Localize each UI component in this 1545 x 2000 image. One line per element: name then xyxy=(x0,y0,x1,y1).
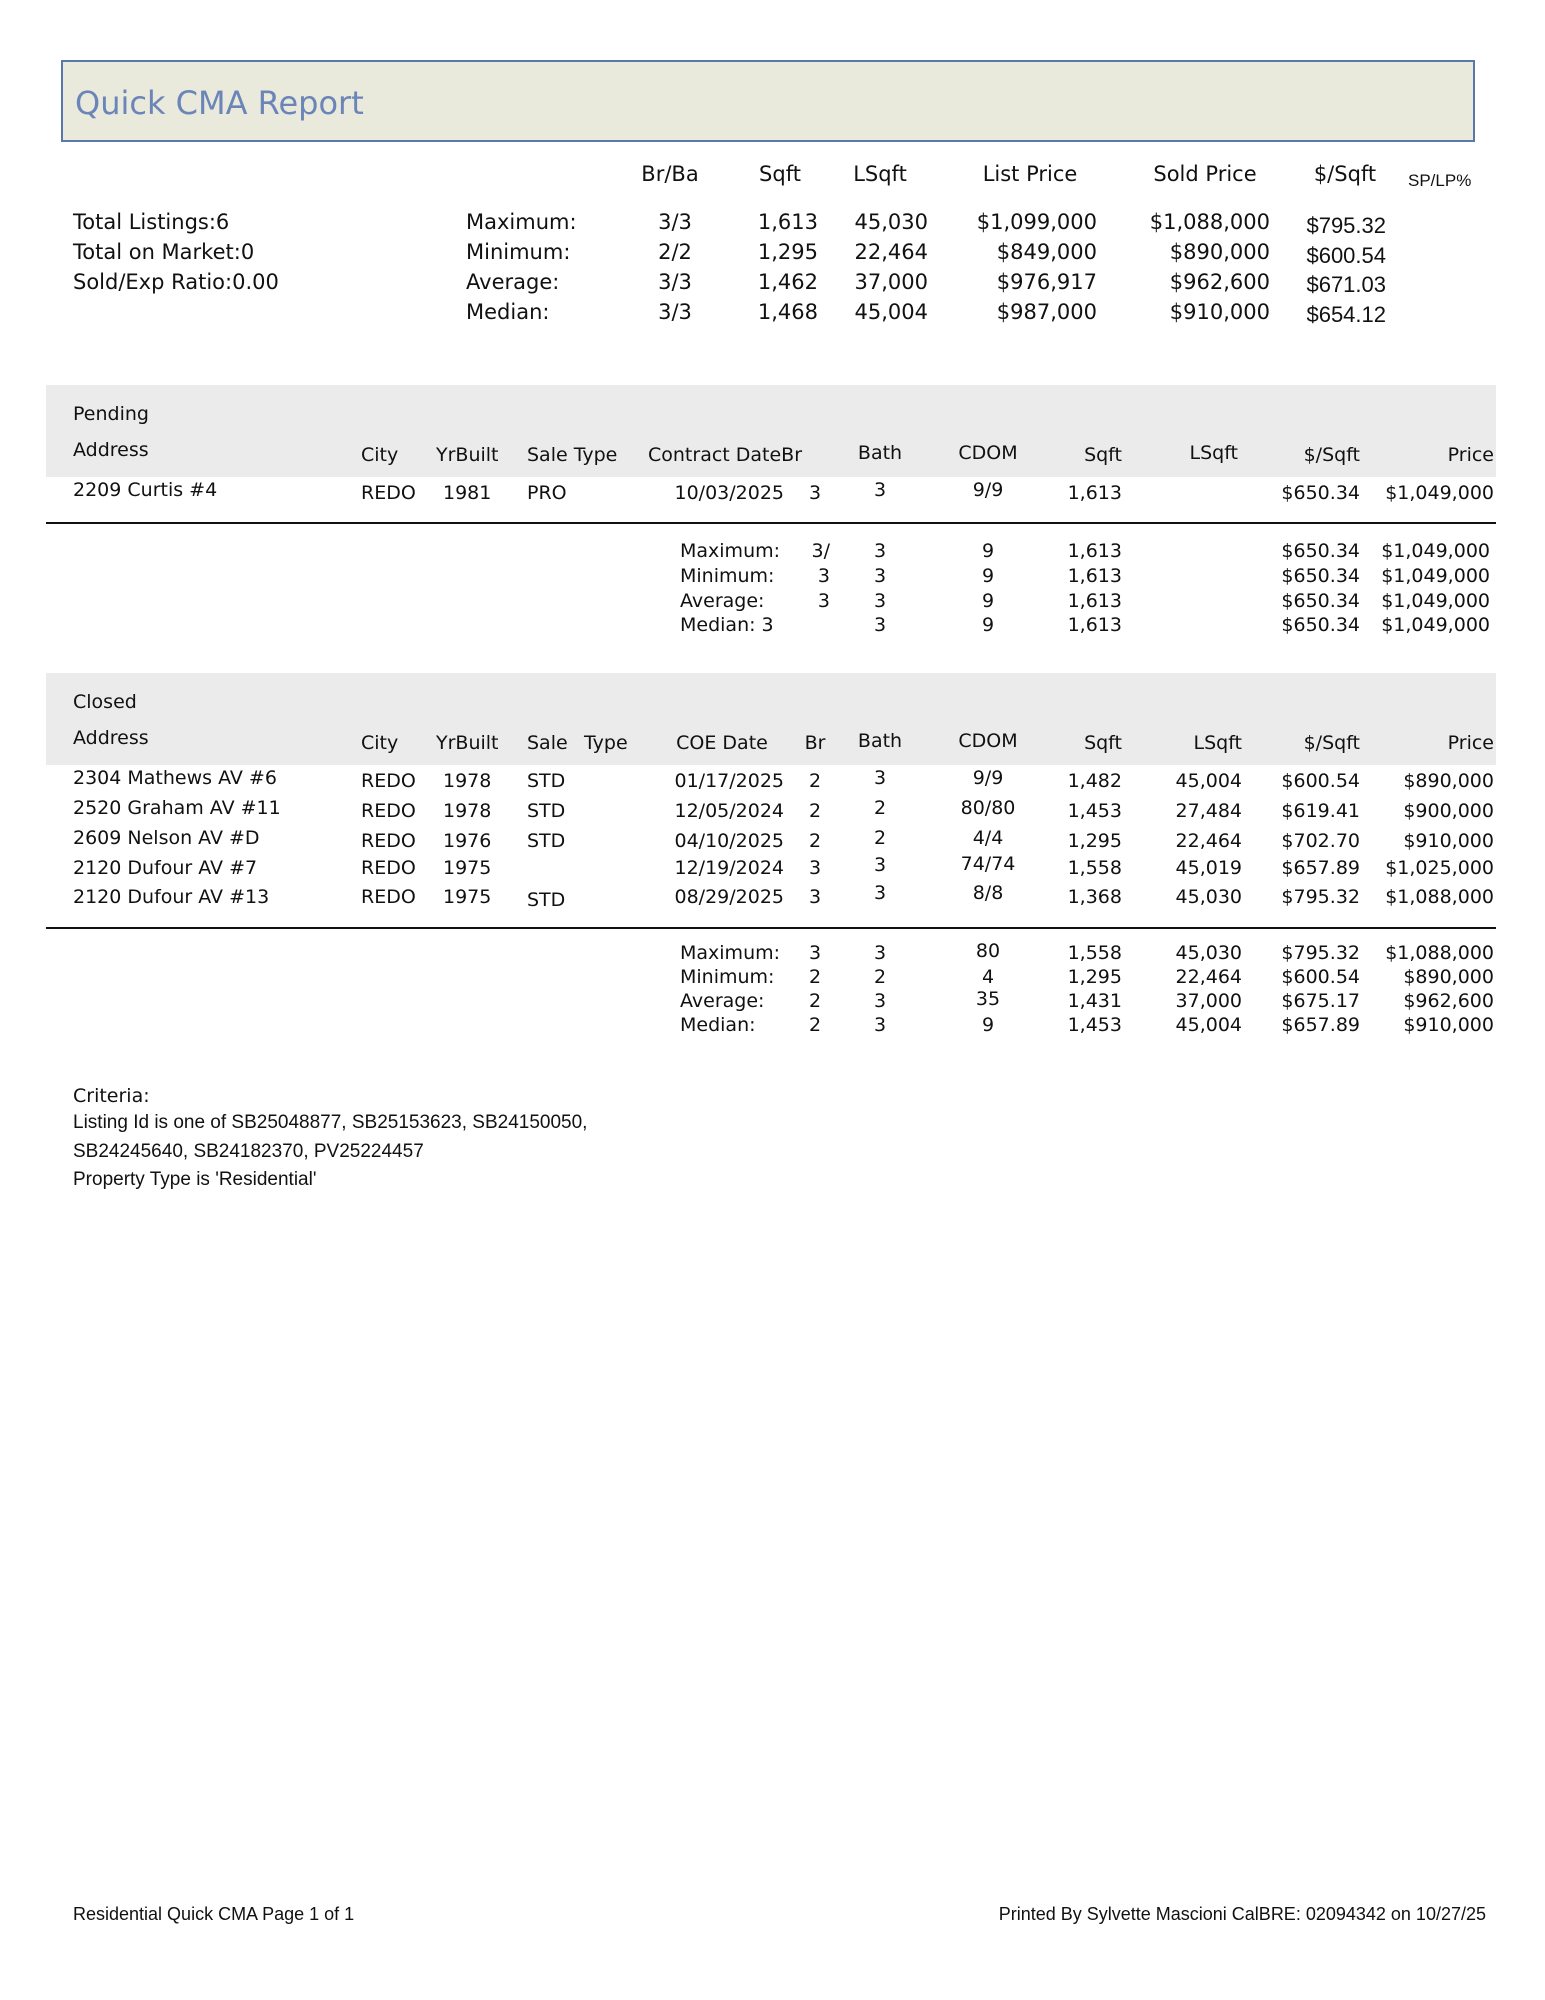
row-bath: 3 xyxy=(873,479,887,501)
pending-section-title: Pending xyxy=(73,403,149,425)
stat-br: 2 xyxy=(808,1014,822,1036)
stat-cdom: 9 xyxy=(981,590,995,612)
row-address: 2209 Curtis #4 xyxy=(73,479,218,501)
row-city: REDO xyxy=(361,482,416,504)
stat-price: $1,049,000 xyxy=(1381,565,1490,587)
closed-col-date: COE Date xyxy=(676,732,768,754)
summary-sqft: 1,295 xyxy=(757,240,818,264)
row-ppsf: $795.32 xyxy=(1281,886,1360,908)
closed-col-yrbuilt: YrBuilt xyxy=(436,732,499,754)
stat-br: 2 xyxy=(808,990,822,1012)
row-city: REDO xyxy=(361,770,416,792)
closed-col-type: Type xyxy=(584,732,628,754)
total-listings: Total Listings:6 xyxy=(73,210,230,234)
row-ppsf: $600.54 xyxy=(1281,770,1360,792)
stat-ppsf: $650.34 xyxy=(1281,540,1360,562)
summary-brba: 3/3 xyxy=(658,300,692,324)
summary-sqft: 1,613 xyxy=(757,210,818,234)
stat-lsqft: 45,030 xyxy=(1175,942,1242,964)
stat-br: 2 xyxy=(808,966,822,988)
row-price: $1,088,000 xyxy=(1385,886,1494,908)
row-cdom: 80/80 xyxy=(960,797,1016,819)
summary-ppsf: $654.12 xyxy=(1306,302,1386,327)
pending-col-date-br: Contract DateBr xyxy=(648,444,803,466)
stat-sqft: 1,613 xyxy=(1067,565,1122,587)
summary-header-sold-price: Sold Price xyxy=(1153,162,1257,186)
row-address: 2120 Dufour AV #13 xyxy=(73,886,270,908)
closed-col-sqft: Sqft xyxy=(1084,732,1122,754)
stat-ppsf: $675.17 xyxy=(1281,990,1360,1012)
stat-ppsf: $600.54 xyxy=(1281,966,1360,988)
stat-price: $1,049,000 xyxy=(1381,590,1490,612)
stat-bath: 3 xyxy=(873,590,887,612)
report-title: Quick CMA Report xyxy=(75,84,364,122)
row-cdom: 74/74 xyxy=(960,853,1016,875)
summary-brba: 3/3 xyxy=(658,210,692,234)
pending-col-sqft: Sqft xyxy=(1084,444,1122,466)
row-price: $900,000 xyxy=(1403,800,1494,822)
row-yrbuilt: 1978 xyxy=(443,800,492,822)
row-br: 2 xyxy=(808,770,822,792)
criteria-line-3: Property Type is 'Residential' xyxy=(73,1169,317,1190)
row-br: 3 xyxy=(808,886,822,908)
stat-ppsf: $657.89 xyxy=(1281,1014,1360,1036)
closed-divider xyxy=(46,927,1496,929)
summary-lsqft: 45,030 xyxy=(854,210,928,234)
row-sale: STD xyxy=(527,800,566,822)
stat-bath: 3 xyxy=(873,565,887,587)
stat-br: 3 xyxy=(808,942,822,964)
row-sqft: 1,482 xyxy=(1067,770,1122,792)
row-cdom: 9/9 xyxy=(972,767,1004,789)
row-cdom: 8/8 xyxy=(972,882,1004,904)
closed-col-bath: Bath xyxy=(857,730,903,752)
closed-section-title: Closed xyxy=(73,691,137,713)
footer-page-info: Residential Quick CMA Page 1 of 1 xyxy=(73,1904,355,1924)
summary-header-ppsf: $/Sqft xyxy=(1313,162,1377,186)
stat-label: Minimum: xyxy=(680,565,775,587)
closed-col-cdom: CDOM xyxy=(958,730,1018,752)
stat-sqft: 1,295 xyxy=(1067,966,1122,988)
row-br: 3 xyxy=(808,482,822,504)
criteria-label: Criteria: xyxy=(73,1085,150,1107)
stat-br: 3/ xyxy=(811,540,830,562)
stat-label: Minimum: xyxy=(680,966,775,988)
stat-cdom: 9 xyxy=(981,540,995,562)
row-bath: 2 xyxy=(873,827,887,849)
row-lsqft: 45,004 xyxy=(1175,770,1242,792)
pending-col-yrbuilt: YrBuilt xyxy=(436,444,499,466)
stat-ppsf: $795.32 xyxy=(1281,942,1360,964)
row-city: REDO xyxy=(361,886,416,908)
stat-sqft: 1,613 xyxy=(1067,590,1122,612)
stat-bath: 3 xyxy=(873,614,887,636)
row-sqft: 1,295 xyxy=(1067,830,1122,852)
closed-col-lsqft: LSqft xyxy=(1193,732,1242,754)
summary-header-splp: SP/LP% xyxy=(1408,171,1472,190)
stat-cdom: 9 xyxy=(981,1014,995,1036)
summary-header-lsqft: LSqft xyxy=(853,162,907,186)
row-price: $1,049,000 xyxy=(1385,482,1494,504)
row-city: REDO xyxy=(361,830,416,852)
summary-sold-price: $910,000 xyxy=(1169,300,1270,324)
stat-lsqft: 45,004 xyxy=(1175,1014,1242,1036)
sold-exp-ratio: Sold/Exp Ratio:0.00 xyxy=(73,270,279,294)
stat-ppsf: $650.34 xyxy=(1281,590,1360,612)
stat-cdom: 9 xyxy=(981,565,995,587)
pending-col-saletype: Sale Type xyxy=(527,444,618,466)
pending-col-price: Price xyxy=(1447,444,1494,466)
row-yrbuilt: 1976 xyxy=(443,830,492,852)
stat-br: 3 xyxy=(817,590,830,612)
stat-price: $910,000 xyxy=(1403,1014,1494,1036)
closed-col-ppsf: $/Sqft xyxy=(1303,732,1360,754)
stat-cdom: 35 xyxy=(975,988,1001,1010)
stat-sqft: 1,431 xyxy=(1067,990,1122,1012)
stat-label: Maximum: xyxy=(680,942,781,964)
row-br: 2 xyxy=(808,800,822,822)
row-lsqft: 45,030 xyxy=(1175,886,1242,908)
stat-cdom: 9 xyxy=(981,614,995,636)
row-ppsf: $702.70 xyxy=(1281,830,1360,852)
stat-price: $1,088,000 xyxy=(1385,942,1494,964)
summary-sold-price: $1,088,000 xyxy=(1149,210,1270,234)
row-date: 01/17/2025 xyxy=(674,770,784,792)
summary-sqft: 1,468 xyxy=(757,300,818,324)
stat-bath: 3 xyxy=(873,942,887,964)
summary-label: Average: xyxy=(466,270,560,294)
row-sale: STD xyxy=(527,889,566,911)
report-title-box xyxy=(61,60,1475,142)
row-yrbuilt: 1978 xyxy=(443,770,492,792)
closed-col-address: Address xyxy=(73,727,149,749)
row-date: 12/05/2024 xyxy=(674,800,784,822)
row-sqft: 1,453 xyxy=(1067,800,1122,822)
stat-bath: 3 xyxy=(873,1014,887,1036)
row-lsqft: 22,464 xyxy=(1175,830,1242,852)
row-br: 2 xyxy=(808,830,822,852)
summary-brba: 3/3 xyxy=(658,270,692,294)
summary-ppsf: $600.54 xyxy=(1306,243,1386,268)
stat-bath: 3 xyxy=(873,540,887,562)
row-date: 10/03/2025 xyxy=(674,482,784,504)
summary-label: Maximum: xyxy=(466,210,577,234)
stat-ppsf: $650.34 xyxy=(1281,614,1360,636)
stat-cdom: 80 xyxy=(975,940,1001,962)
row-address: 2609 Nelson AV #D xyxy=(73,827,260,849)
summary-brba: 2/2 xyxy=(658,240,692,264)
row-cdom: 9/9 xyxy=(972,479,1004,501)
stat-price: $1,049,000 xyxy=(1381,614,1490,636)
summary-header-list-price: List Price xyxy=(982,162,1078,186)
summary-list-price: $987,000 xyxy=(996,300,1097,324)
summary-list-price: $1,099,000 xyxy=(976,210,1097,234)
summary-lsqft: 22,464 xyxy=(854,240,928,264)
stat-label: Maximum: xyxy=(680,540,781,562)
closed-col-price: Price xyxy=(1447,732,1494,754)
row-date: 04/10/2025 xyxy=(674,830,784,852)
pending-col-bath: Bath xyxy=(857,442,903,464)
row-yrbuilt: 1975 xyxy=(443,886,492,908)
stat-label: Average: xyxy=(680,990,765,1012)
pending-col-lsqft: LSqft xyxy=(1189,442,1238,464)
summary-sqft: 1,462 xyxy=(757,270,818,294)
stat-cdom: 4 xyxy=(981,966,995,988)
row-address: 2520 Graham AV #11 xyxy=(73,797,281,819)
criteria-line-1: Listing Id is one of SB25048877, SB25153623, SB24150050, xyxy=(73,1112,588,1133)
row-yrbuilt: 1975 xyxy=(443,857,492,879)
stat-label: Median: xyxy=(680,1014,756,1036)
row-city: REDO xyxy=(361,800,416,822)
stat-price: $962,600 xyxy=(1403,990,1494,1012)
row-bath: 3 xyxy=(873,854,887,876)
footer-printed-by: Printed By Sylvette Mascioni CalBRE: 02094342 on 10/27/25 xyxy=(998,1904,1486,1924)
closed-col-br: Br xyxy=(804,732,826,754)
row-address: 2304 Mathews AV #6 xyxy=(73,767,277,789)
row-cdom: 4/4 xyxy=(972,827,1004,849)
stat-ppsf: $650.34 xyxy=(1281,565,1360,587)
summary-header-sqft: Sqft xyxy=(759,162,801,186)
row-bath: 2 xyxy=(873,797,887,819)
row-price: $890,000 xyxy=(1403,770,1494,792)
summary-lsqft: 45,004 xyxy=(854,300,928,324)
row-sqft: 1,368 xyxy=(1067,886,1122,908)
row-ppsf: $619.41 xyxy=(1281,800,1360,822)
row-sqft: 1,613 xyxy=(1067,482,1122,504)
pending-col-address: Address xyxy=(73,439,149,461)
summary-list-price: $976,917 xyxy=(996,270,1097,294)
stat-price: $890,000 xyxy=(1403,966,1494,988)
summary-label: Median: xyxy=(466,300,550,324)
stat-sqft: 1,613 xyxy=(1067,614,1122,636)
row-sale: STD xyxy=(527,770,566,792)
stat-lsqft: 37,000 xyxy=(1175,990,1242,1012)
row-bath: 3 xyxy=(873,882,887,904)
stat-lsqft: 22,464 xyxy=(1175,966,1242,988)
row-ppsf: $650.34 xyxy=(1281,482,1360,504)
row-date: 12/19/2024 xyxy=(674,857,784,879)
stat-sqft: 1,613 xyxy=(1067,540,1122,562)
row-bath: 3 xyxy=(873,767,887,789)
row-price: $1,025,000 xyxy=(1385,857,1494,879)
summary-list-price: $849,000 xyxy=(996,240,1097,264)
closed-col-city: City xyxy=(361,732,399,754)
row-lsqft: 27,484 xyxy=(1175,800,1242,822)
stat-bath: 3 xyxy=(873,990,887,1012)
stat-sqft: 1,453 xyxy=(1067,1014,1122,1036)
stat-sqft: 1,558 xyxy=(1067,942,1122,964)
row-yrbuilt: 1981 xyxy=(443,482,492,504)
pending-col-ppsf: $/Sqft xyxy=(1303,444,1360,466)
row-ppsf: $657.89 xyxy=(1281,857,1360,879)
summary-label: Minimum: xyxy=(466,240,571,264)
pending-col-city: City xyxy=(361,444,399,466)
row-date: 08/29/2025 xyxy=(674,886,784,908)
summary-ppsf: $795.32 xyxy=(1306,213,1386,238)
summary-lsqft: 37,000 xyxy=(854,270,928,294)
row-address: 2120 Dufour AV #7 xyxy=(73,857,258,879)
pending-col-cdom: CDOM xyxy=(958,442,1018,464)
summary-ppsf: $671.03 xyxy=(1306,272,1386,297)
summary-sold-price: $962,600 xyxy=(1169,270,1270,294)
stat-label: Average: xyxy=(680,590,765,612)
total-on-market: Total on Market:0 xyxy=(73,240,255,264)
summary-header-brba: Br/Ba xyxy=(641,162,699,186)
row-price: $910,000 xyxy=(1403,830,1494,852)
stat-bath: 2 xyxy=(873,966,887,988)
stat-br: 3 xyxy=(817,565,830,587)
row-city: REDO xyxy=(361,857,416,879)
summary-sold-price: $890,000 xyxy=(1169,240,1270,264)
stat-label: Median: 3 xyxy=(680,614,774,636)
row-br: 3 xyxy=(808,857,822,879)
row-sale: STD xyxy=(527,830,566,852)
row-saletype: PRO xyxy=(527,482,567,504)
row-lsqft: 45,019 xyxy=(1175,857,1242,879)
criteria-line-2: SB24245640, SB24182370, PV25224457 xyxy=(73,1141,424,1162)
closed-col-sale: Sale xyxy=(527,732,568,754)
pending-divider xyxy=(46,522,1496,524)
row-sqft: 1,558 xyxy=(1067,857,1122,879)
stat-price: $1,049,000 xyxy=(1381,540,1490,562)
